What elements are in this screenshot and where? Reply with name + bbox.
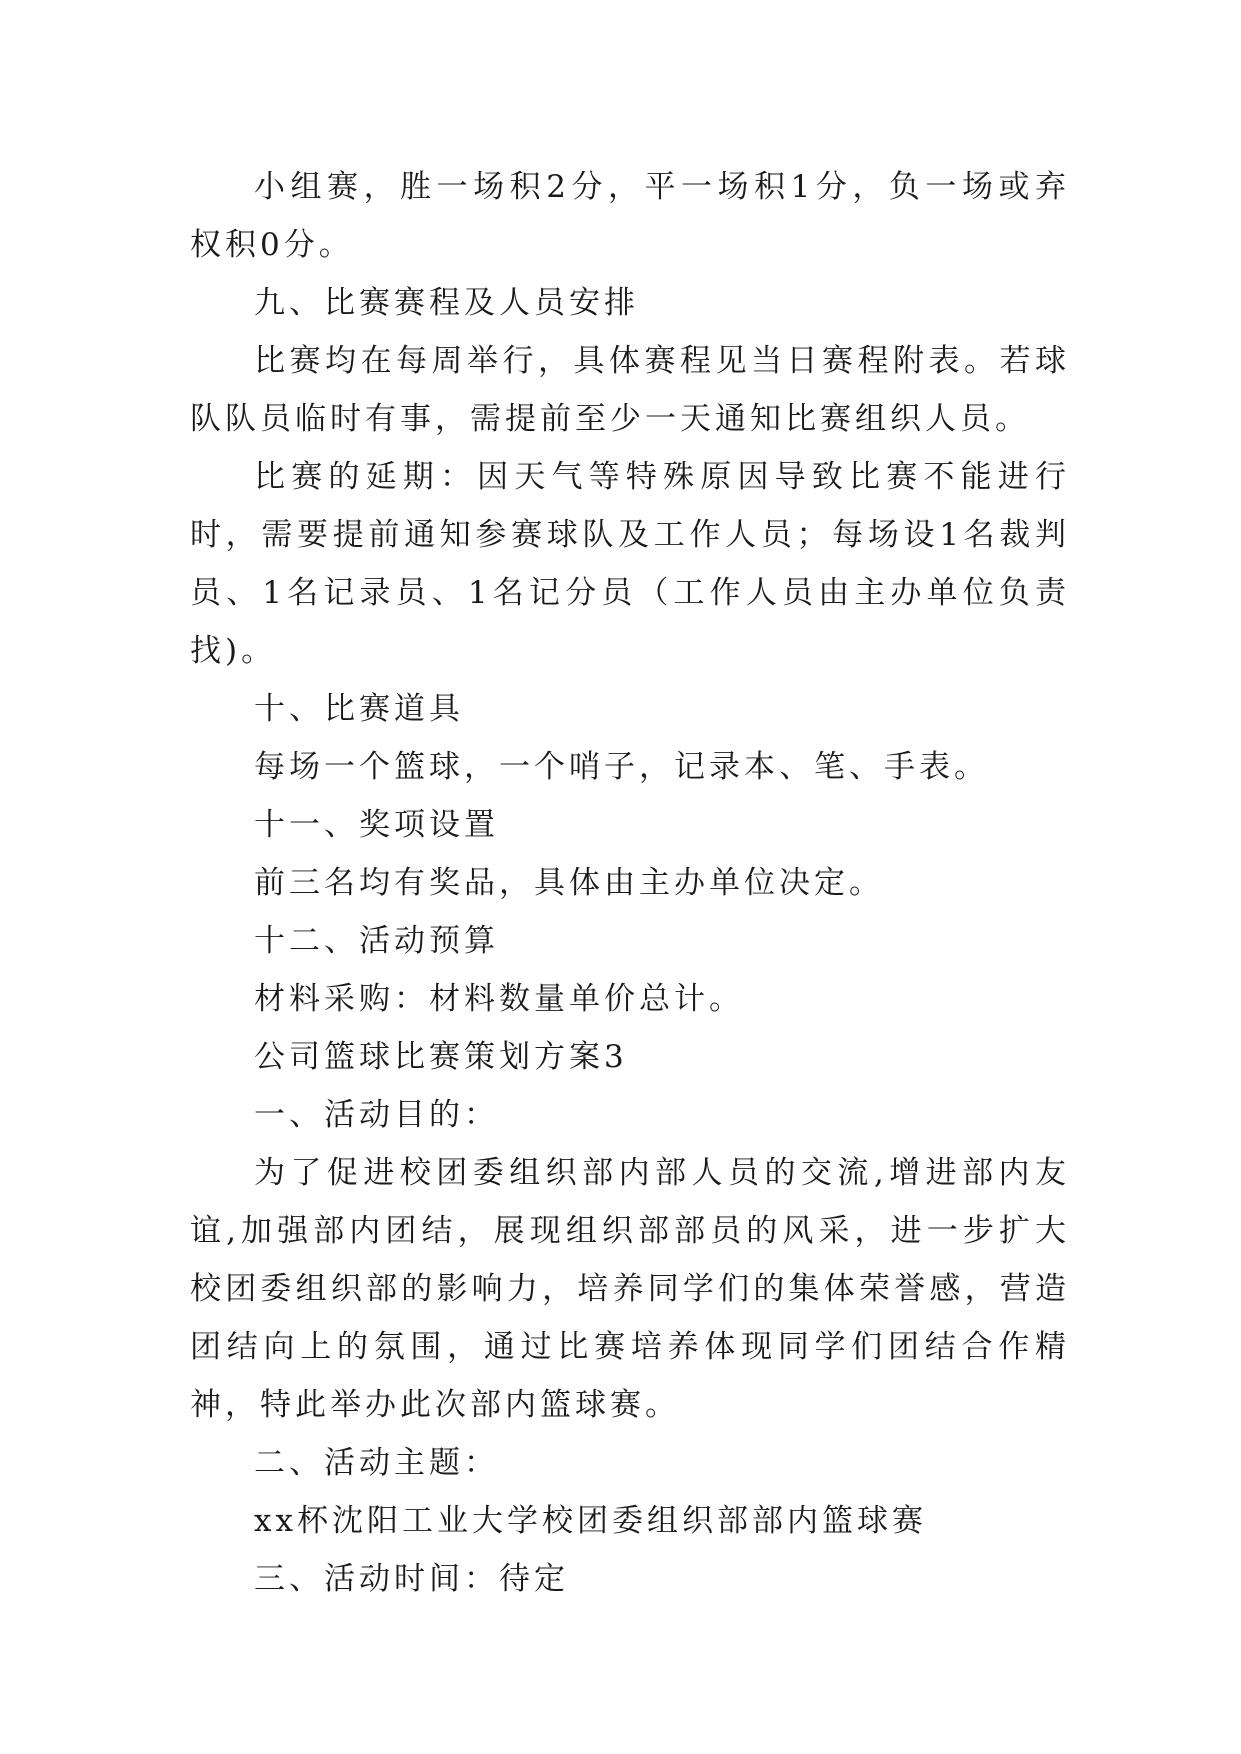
paragraph-schedule: 比赛均在每周举行，具体赛程见当日赛程附表。若球队队员临时有事，需提前至少一天通知比赛组织人员。: [190, 343, 1070, 437]
heading-schedule: 九、比赛赛程及人员安排: [254, 285, 639, 321]
section-title: 公司篮球比赛策划方案3: [254, 1039, 628, 1075]
paragraph-purpose: 为了促进校团委组织部内部人员的交流,增进部内友谊,加强部内团结，展现组织部部员的风采，进一步扩大校团委组织部的影响力，培养同学们的集体荣誉感，营造团结向上的氛围，通过比赛培养体现同学们团结合作精神，特此举办此次部内篮球赛。: [190, 1155, 1070, 1423]
heading-equipment: 十、比赛道具: [254, 691, 464, 727]
heading-purpose: 一、活动目的：: [254, 1097, 499, 1133]
paragraph-scoring: 小组赛，胜一场积2分，平一场积1分，负一场或弃权积0分。: [190, 169, 1070, 263]
heading-time: 三、活动时间：待定: [254, 1561, 569, 1597]
paragraph-theme: xx杯沈阳工业大学校团委组织部部内篮球赛: [254, 1503, 927, 1539]
paragraph-budget: 材料采购：材料数量单价总计。: [254, 981, 744, 1017]
paragraph-awards: 前三名均有奖品，具体由主办单位决定。: [254, 865, 884, 901]
paragraph-postponement: 比赛的延期：因天气等特殊原因导致比赛不能进行时，需要提前通知参赛球队及工作人员；每场设1名裁判员、1名记录员、1名记分员（工作人员由主办单位负责找)。: [190, 459, 1070, 669]
heading-theme: 二、活动主题：: [254, 1445, 499, 1481]
paragraph-equipment: 每场一个篮球，一个哨子，记录本、笔、手表。: [254, 749, 989, 785]
heading-budget: 十二、活动预算: [254, 923, 499, 959]
heading-awards: 十一、奖项设置: [254, 807, 499, 843]
document-body: [190, 158, 1070, 1608]
